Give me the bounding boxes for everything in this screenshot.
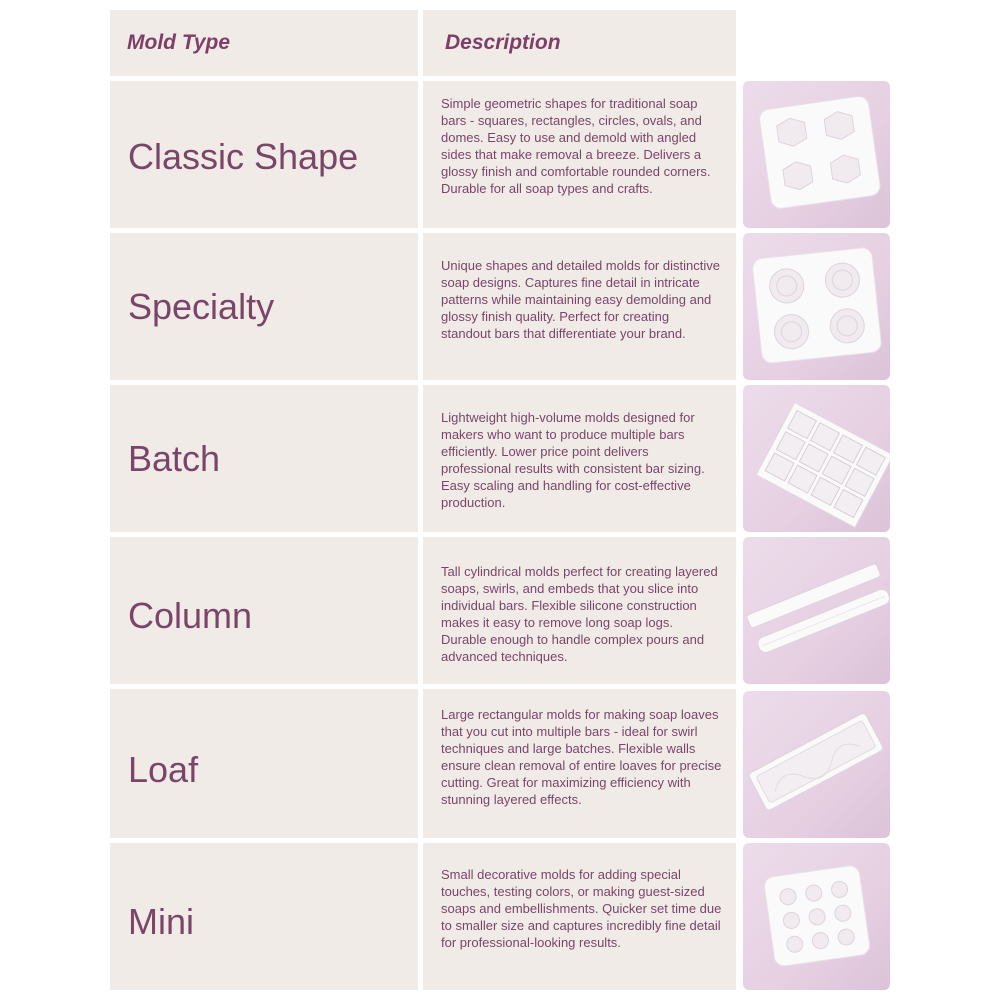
header-description-label: Description	[445, 31, 561, 54]
column-mold-photo	[743, 537, 890, 684]
row-specialty-type-cell	[110, 233, 418, 380]
specialty-mold-photo	[743, 233, 890, 380]
row-batch-type-cell	[110, 385, 418, 532]
row-classic-shape-description-cell	[423, 81, 736, 228]
mold-description: Simple geometric shapes for traditional soap bars - squares, rectangles, circles, ovals, and domes. Easy to use and demold with angled sides that make removal a breeze. Delivers a glossy finish and comfortable rounded corners. Durable for all soap types and crafts.	[441, 96, 711, 196]
mold-type-name: Batch	[128, 438, 221, 479]
mold-type-name: Classic Shape	[128, 136, 359, 177]
mini-mold-photo	[743, 843, 890, 990]
header-description-cell	[423, 10, 736, 76]
row-batch-description-cell	[423, 385, 736, 532]
mold-type-name: Loaf	[128, 749, 199, 790]
header-mold-type-label: Mold Type	[127, 31, 231, 54]
classic-shape-mold-photo	[743, 81, 890, 228]
row-mini-type-cell	[110, 843, 418, 990]
row-column-type-cell	[110, 537, 418, 684]
mold-type-name: Column	[128, 595, 253, 636]
row-mini-description-cell	[423, 843, 736, 990]
header-mold-type-cell	[110, 10, 418, 76]
loaf-mold-photo	[743, 691, 890, 838]
mold-type-name: Specialty	[128, 286, 275, 327]
row-loaf-description-cell	[423, 689, 736, 838]
row-specialty-description-cell	[423, 233, 736, 380]
row-column-description-cell	[423, 537, 736, 684]
mold-description: Small decorative molds for adding special touches, testing colors, or making guest-sized soaps and embellishments. Quicker set time due to smaller size and captures incredibly fine detail for professional-looking results.	[441, 867, 722, 950]
mold-type-name: Mini	[128, 901, 195, 942]
mold-description: Unique shapes and detailed molds for distinctive soap designs. Captures fine detail in intricate patterns while maintaining easy demolding and glossy finish quality. Perfect for creating standout bars that differentiate your brand.	[441, 258, 720, 341]
row-classic-shape-type-cell	[110, 81, 418, 228]
mold-description: Tall cylindrical molds perfect for creating layered soaps, swirls, and embeds that you slice into individual bars. Flexible silicone construction makes it easy to remove long soap logs. Durable enough to handle complex pours and advanced techniques.	[441, 564, 718, 664]
row-loaf-type-cell	[110, 689, 418, 838]
mold-description: Large rectangular molds for making soap loaves that you cut into multiple bars - ideal for swirl techniques and large batches. Flexible walls ensure clean removal of entire loaves for precise cutting. Great for maximizing efficiency with stunning layered effects.	[441, 707, 722, 807]
batch-mold-photo	[743, 385, 890, 532]
mold-description: Lightweight high-volume molds designed for makers who want to produce multiple bars efficiently. Lower price point delivers professional results with consistent bar sizing. Easy scaling and handling for cost-effective production.	[441, 410, 705, 510]
